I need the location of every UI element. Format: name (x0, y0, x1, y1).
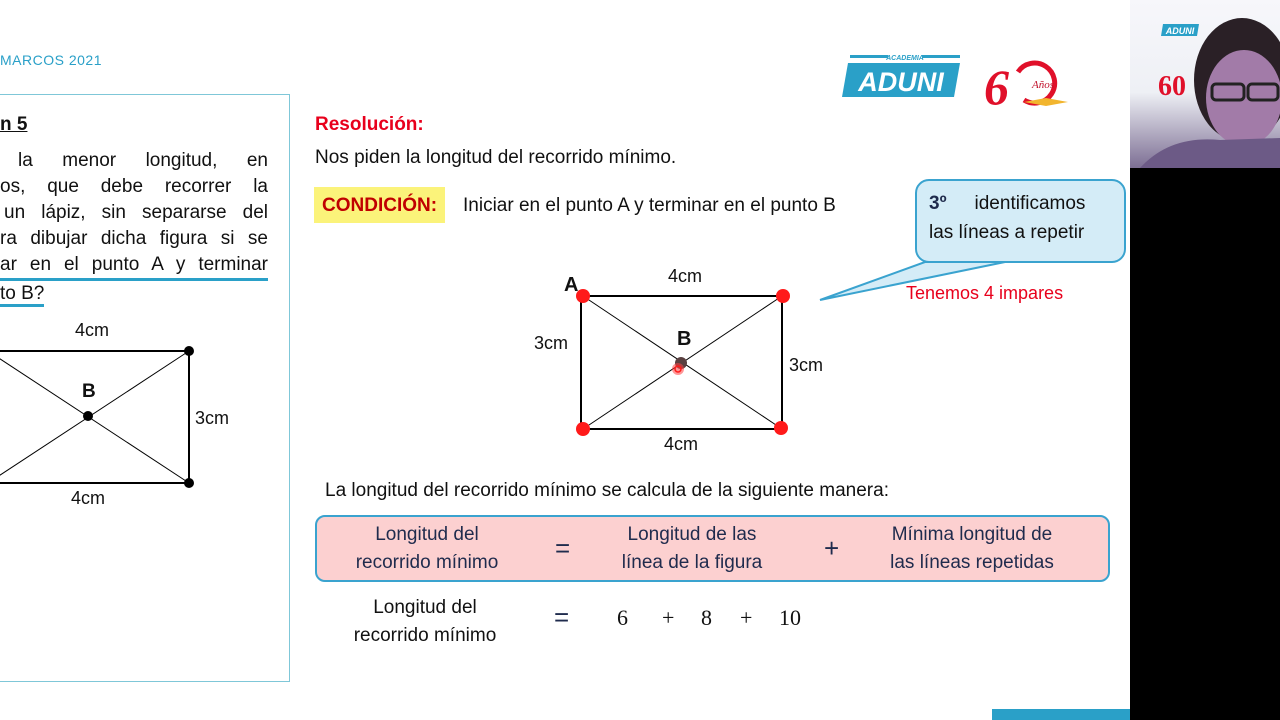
svg-text:ACADEMIA: ACADEMIA (886, 55, 924, 62)
calc-plus-1: + (662, 605, 675, 630)
figure-center-label: B (82, 381, 96, 402)
formula-term2-line1: Mínima longitud de (891, 524, 1053, 545)
figure-bottom-label: 4cm (71, 488, 106, 508)
graph-figure (560, 280, 800, 450)
aduni-logo (842, 52, 960, 98)
figure-right-label: 3cm (195, 408, 230, 428)
problem-line (0, 281, 268, 307)
problem-line: os, que debe recorrer la (0, 176, 268, 197)
formula-box (315, 515, 1110, 582)
presenter-video-icon (1130, 0, 1280, 168)
odd-vertices-note: Tenemos 4 impares (906, 283, 1064, 303)
vertex-a-label: A (564, 274, 579, 296)
problem-line: la menor longitud, en (18, 150, 268, 171)
formula-plus: + (824, 533, 840, 563)
problem-heading: n 5 (0, 114, 28, 135)
resolution-figure (560, 280, 800, 450)
figure-left-label: 3cm (534, 333, 569, 353)
calc-value-2: 8 (701, 605, 712, 630)
formula-term2-line2: las líneas repetidas (890, 552, 1054, 573)
svg-text:6: 6 (984, 59, 1009, 110)
slide-header-title: MARCOS 2021 (0, 52, 102, 68)
calc-value-1: 6 (617, 605, 628, 630)
condition-badge: CONDICIÓN: (314, 187, 445, 223)
condition-text: Iniciar en el punto A y terminar en el punto B (463, 195, 836, 216)
problem-statement (0, 148, 268, 307)
anniversary-60-icon (984, 54, 1074, 110)
svg-text:ADUNI: ADUNI (1165, 26, 1195, 36)
calc-value-3: 10 (779, 605, 801, 630)
callout-line2: las líneas a repetir (929, 222, 1085, 243)
formula-term1-line2: línea de la figura (621, 552, 763, 573)
calc-lhs (325, 594, 525, 650)
formula-lhs (327, 521, 527, 577)
webcam-video (1130, 0, 1280, 168)
resolution-title: Resolución: (315, 114, 424, 135)
formula-term1-line1: Longitud de las (627, 524, 757, 545)
formula-intro: La longitud del recorrido mínimo se calcula de la siguiente manera: (325, 480, 889, 501)
calc-lhs-line2: recorrido mínimo (353, 625, 497, 646)
formula-equals: = (555, 533, 571, 563)
calc-plus-2: + (740, 605, 753, 630)
svg-text:Años: Años (1032, 79, 1054, 91)
figure-bottom-label: 4cm (664, 434, 699, 454)
formula-lhs-line2: recorrido mínimo (355, 552, 499, 573)
figure-right-label: 3cm (789, 355, 824, 375)
webcam-panel (1130, 0, 1280, 720)
formula-term1 (597, 521, 787, 577)
problem-line-underlined: ar en el punto A y terminar (0, 252, 268, 281)
callout-step: 3º (929, 193, 947, 214)
formula-term2 (867, 521, 1077, 577)
svg-text:ADUNI: ADUNI (858, 67, 944, 97)
calc-equals: = (554, 602, 570, 632)
callout-line1: identificamos (974, 193, 1086, 214)
vertex-b-label: B (677, 328, 692, 350)
aduni-logo-icon (842, 52, 960, 98)
asked-statement: Nos piden la longitud del recorrido mínimo. (315, 147, 677, 168)
svg-text:60: 60 (1158, 71, 1186, 102)
problem-line-underlined: to B? (0, 283, 44, 307)
problem-line: ra dibujar dicha figura si se (0, 228, 268, 249)
calc-lhs-line1: Longitud del (373, 597, 477, 618)
figure-top-label: 4cm (668, 266, 703, 286)
step-callout (915, 179, 1126, 263)
slide-footer-bar (992, 709, 1130, 720)
anniversary-logo (984, 54, 1074, 110)
figure-top-label: 4cm (75, 320, 110, 340)
formula-lhs-line1: Longitud del (375, 524, 479, 545)
problem-line: un lápiz, sin separarse del (4, 202, 268, 223)
